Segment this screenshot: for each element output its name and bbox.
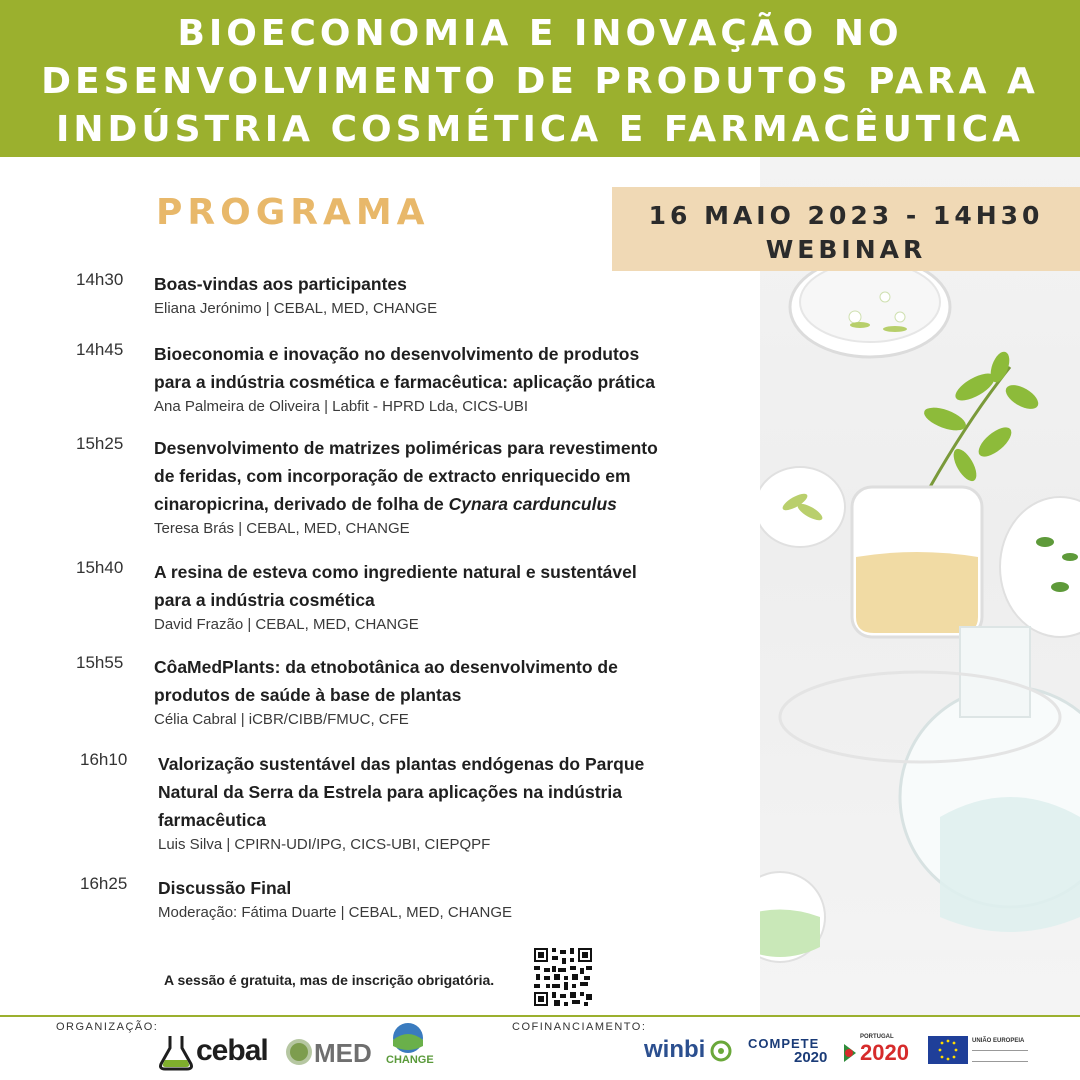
organization-label: ORGANIZAÇÃO: (56, 1021, 159, 1033)
winbio-logo-text: winbi (644, 1036, 706, 1063)
agenda-speaker: David Frazão | CEBAL, MED, CHANGE (154, 616, 419, 633)
cebal-logo (158, 1034, 270, 1074)
agenda-title-line: Natural da Serra da Estrela para aplicações na indústria (158, 782, 622, 802)
agenda-time: 14h30 (76, 270, 124, 289)
agenda-speaker: Luis Silva | CPIRN-UDI/IPG, CICS-UBI, CIEPQPF (158, 836, 491, 853)
agenda-title: Discussão Final (158, 878, 292, 898)
agenda-title-line: A resina de esteva como ingrediente natural e sustentável (154, 562, 637, 582)
cebal-logo-text: cebal (196, 1034, 268, 1067)
agenda-title-line: para a indústria cosmética e farmacêutica: aplicação prática (154, 372, 655, 392)
registration-qr-code[interactable] (532, 946, 594, 1008)
event-date-box (612, 187, 1080, 271)
portugal-small-text: PORTUGAL (860, 1034, 894, 1040)
med-logo (284, 1036, 376, 1072)
event-date-time: 16 MAIO 2023 - 14H30 (648, 201, 1044, 230)
programa-heading: PROGRAMA (156, 192, 430, 233)
agenda-time: 14h45 (76, 340, 124, 359)
agenda-title-line: Desenvolvimento de matrizes poliméricas para revestimento (154, 438, 658, 458)
title-line-1: BIOECONOMIA E INOVAÇÃO NO (177, 13, 903, 54)
change-earth-icon (386, 1020, 430, 1054)
footer-divider (0, 1015, 1080, 1017)
portugal-2020-logo (842, 1034, 922, 1068)
eu-logo (928, 1036, 1068, 1070)
glassware-illustration (760, 157, 1080, 1015)
title-line-3: INDÚSTRIA COSMÉTICA E FARMACÊUTICA (55, 109, 1025, 150)
agenda-speaker: Célia Cabral | iCBR/CIBB/FMUC, CFE (154, 711, 409, 728)
portugal-year: 2020 (860, 1040, 909, 1065)
agenda-title-line: farmacêutica (158, 810, 266, 830)
agenda-time: 15h25 (76, 434, 124, 453)
agenda-title-line: Valorização sustentável das plantas endógenas do Parque (158, 754, 645, 774)
agenda-time: 16h10 (80, 750, 128, 769)
agenda-title-species: Cynara cardunculus (448, 494, 617, 514)
compete-year: 2020 (794, 1049, 828, 1066)
agenda-title-line: para a indústria cosmética (154, 590, 375, 610)
eu-text: UNIÃO EUROPEIA (972, 1038, 1025, 1044)
agenda-time: 16h25 (80, 874, 128, 893)
registration-note: A sessão é gratuita, mas de inscrição obrigatória. (164, 972, 495, 988)
portugal-flag-icon (842, 1042, 858, 1064)
compete-text: COMPETE (748, 1036, 820, 1051)
lab-glassware-photo (760, 157, 1080, 1015)
agenda-speaker: Ana Palmeira de Oliveira | Labfit - HPRD Lda, CICS-UBI (154, 398, 529, 415)
agenda-time: 15h55 (76, 653, 124, 672)
winbio-dots-icon (710, 1040, 732, 1062)
agenda-title-line (154, 490, 744, 518)
agenda-title-line: produtos de saúde à base de plantas (154, 685, 462, 705)
winbio-logo (644, 1036, 734, 1066)
agenda-time: 15h40 (76, 558, 124, 577)
agenda-speaker: Moderação: Fátima Duarte | CEBAL, MED, CHANGE (158, 904, 513, 921)
agenda-title-line: de feridas, com incorporação de extracto enriquecido em (154, 466, 631, 486)
med-logo-text: MED (314, 1038, 372, 1068)
agenda-title: Boas-vindas aos participantes (154, 274, 407, 294)
agenda-title-line: Bioeconomia e inovação no desenvolvimento de produtos (154, 344, 640, 364)
compete-2020-logo (748, 1036, 834, 1068)
eu-fund-lines (972, 1050, 1028, 1062)
qr-icon (532, 946, 594, 1008)
agenda-title-line: CôaMedPlants: da etnobotânica ao desenvolvimento de (154, 657, 618, 677)
agenda-title-part: cinaropicrina, derivado de folha de (154, 494, 449, 514)
agenda-speaker: Eliana Jerónimo | CEBAL, MED, CHANGE (154, 300, 438, 317)
med-globe-icon (284, 1036, 314, 1068)
event-format: WEBINAR (765, 235, 927, 264)
flask-logo-icon (158, 1034, 194, 1072)
change-logo-text: CHANGE (386, 1054, 434, 1066)
title-line-2: DESENVOLVIMENTO DE PRODUTOS PARA A (41, 61, 1039, 102)
header-banner (0, 0, 1080, 157)
change-logo (386, 1020, 432, 1072)
eu-flag-icon (928, 1036, 968, 1064)
agenda-speaker: Teresa Brás | CEBAL, MED, CHANGE (154, 520, 410, 537)
cofinancing-label: COFINANCIAMENTO: (512, 1021, 647, 1033)
